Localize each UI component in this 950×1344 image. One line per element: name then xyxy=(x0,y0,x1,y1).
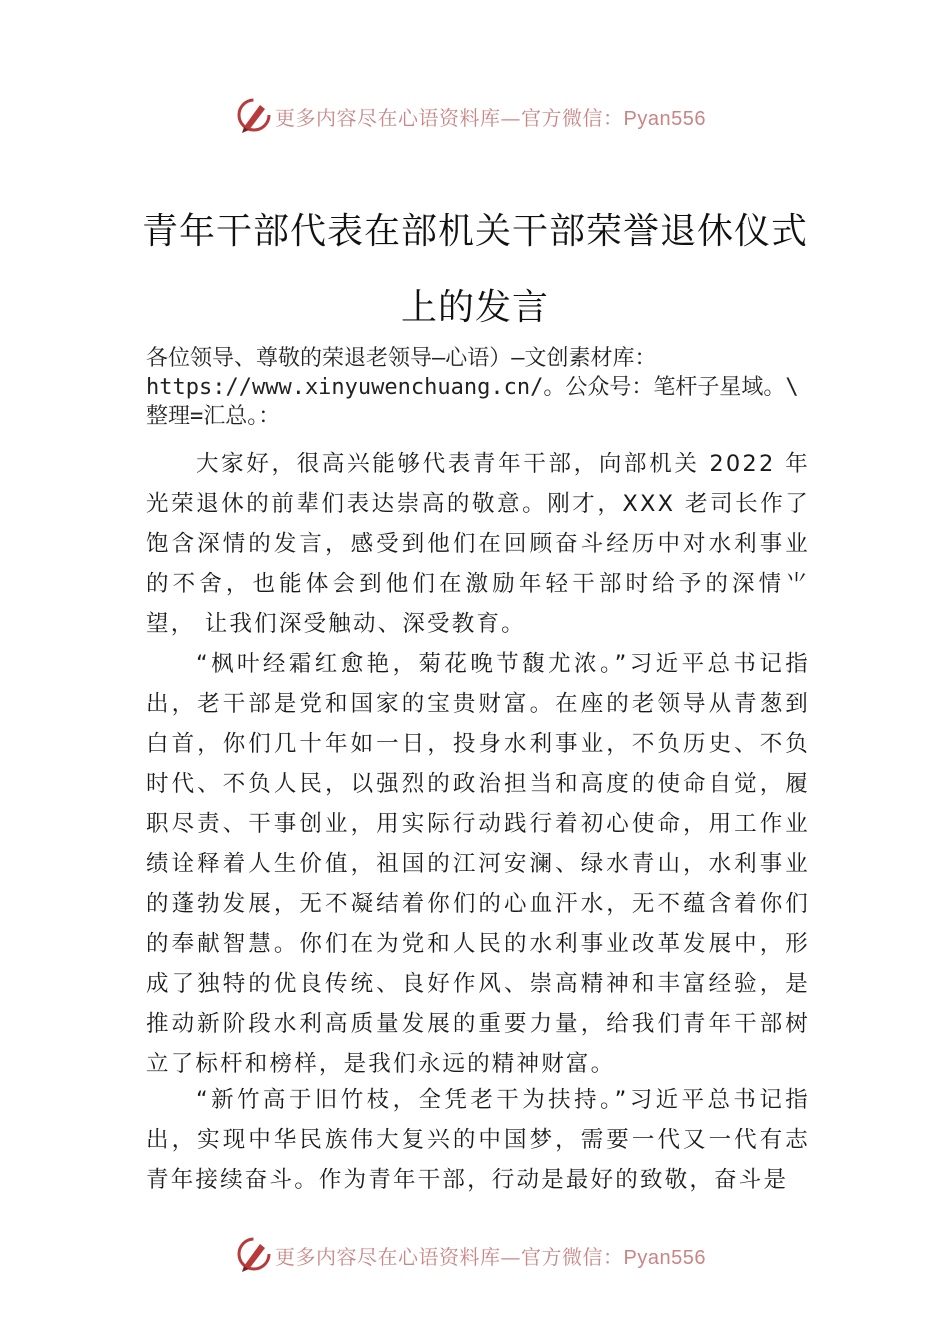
wechat-id: Pyan556 xyxy=(623,108,706,130)
wechat-id: Pyan556 xyxy=(623,1247,706,1269)
intro-block xyxy=(146,344,826,431)
pen-logo-icon xyxy=(234,95,274,135)
intro-line-1: 各位领导、尊敬的荣退老领导—心语）—文创素材库： xyxy=(146,346,657,371)
intro-line-2: https://www.xinyuwenchuang.cn/。公众号：笔杆子星域。\ xyxy=(146,375,799,400)
pen-logo-icon xyxy=(234,1234,274,1274)
paragraph-1: 大家好，很高兴能够代表青年干部，向部机关 2022 年光荣退休的前辈们表达崇高的敬意。刚才，XXX 老司长作了饱含深情的发言，感受到他们在回顾奋斗经历中对水利事业的不舍，也能体会到他们在激励年轻干部时给予的深情⺌望， 让我们深受触动、深受教育。 xyxy=(146,451,810,637)
paragraph-2: “枫叶经霜红愈艳，菊花晚节馥尤浓。”习近平总书记指出，老干部是党和国家的宝贵财富。在座的老领导从青葱到白首，你们几十年如一日，投身水利事业，不负历史、不负时代、不负人民，以强烈的政治担当和高度的使命自觉，履职尽责、干事创业，用实际行动践行着初心使命，用工作业绩诠释着人生价值，祖国的江河安澜、绿水青山，水利事业的蓬勃发展，无不凝结着你们的心血汗水，无不蕴含着你们的奉献智慧。你们在为党和人民的水利事业改革发展中，形成了独特的优良传统、良好作风、崇高精神和丰富经验，是推动新阶段水利高质量发展的重要力量，给我们青年干部树立了标杆和榜样，是我们永远的精神财富。 xyxy=(146,651,810,1077)
intro-line-3: 整理=汇总。： xyxy=(146,404,281,429)
paragraph-3: “新竹高于旧竹枝，全凭老干为扶持。”习近平总书记指出，实现中华民族伟大复兴的中国梦，需要一代又一代有志青年接续奋斗。作为青年干部，行动是最好的致敬，奋斗是 xyxy=(146,1087,810,1193)
banner-promo-text: 更多内容尽在心语资料库—官方微信：Pyan556 xyxy=(275,1245,706,1269)
document-title: 青年干部代表在部机关干部荣誉退休仪式 上的发言 xyxy=(141,211,808,329)
banner-promo-text: 更多内容尽在心语资料库—官方微信：Pyan556 xyxy=(275,106,706,130)
header-banner xyxy=(0,95,950,135)
footer-banner xyxy=(0,1234,950,1274)
